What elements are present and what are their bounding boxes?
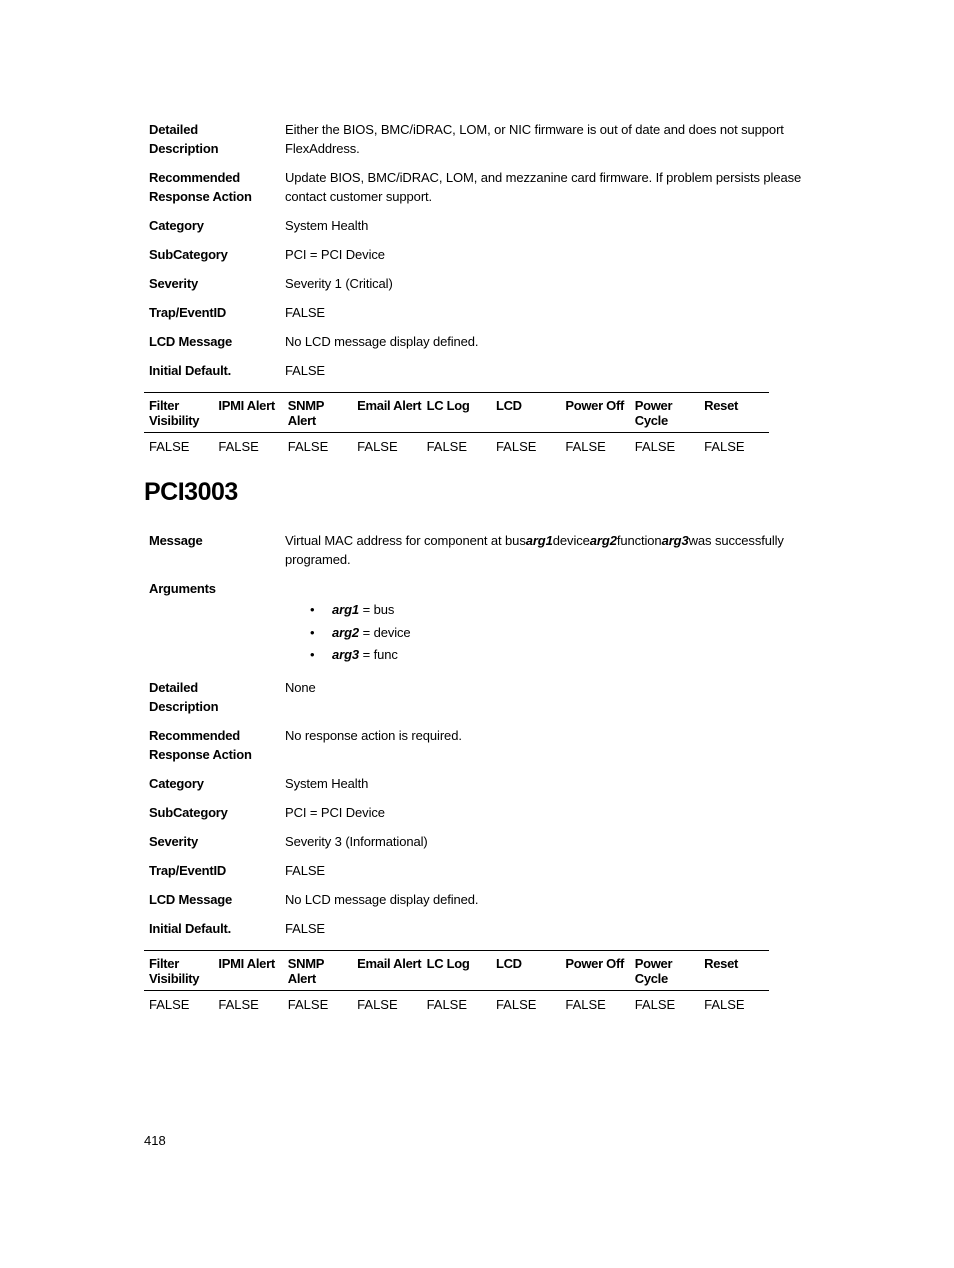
table-header-cell: SNMP Alert [287, 956, 324, 986]
detail-row [149, 803, 809, 832]
detail-key: LCD Message [149, 334, 233, 349]
page-number: 418 [144, 1133, 166, 1148]
argument-name: arg3 [332, 647, 360, 662]
table-header-cell: Reset [704, 398, 739, 413]
table-header-cell: LC Log [426, 398, 470, 413]
detail-row [149, 303, 809, 332]
table-cell: FALSE [149, 439, 190, 454]
detail-value: None [285, 680, 316, 695]
table-cell: FALSE [704, 439, 745, 454]
argument-desc: = func [359, 647, 398, 662]
section-heading: PCI3003 [144, 478, 238, 506]
detail-key: Trap/EventID [149, 863, 227, 878]
section2-alert-table [144, 950, 769, 1012]
message-arg: arg1 [525, 533, 553, 548]
table-cell: FALSE [426, 439, 468, 454]
detail-value: No LCD message display defined. [285, 334, 479, 349]
message-text: function [616, 533, 662, 548]
table-cell: FALSE [634, 997, 676, 1012]
section1-details [149, 120, 809, 390]
detail-row [149, 890, 809, 919]
table-header-cell: LC Log [426, 956, 470, 971]
detail-key: Recommended Response Action [149, 728, 252, 762]
detail-row [149, 861, 809, 890]
detail-value: PCI = PCI Device [285, 805, 385, 820]
detail-value: Update BIOS, BMC/iDRAC, LOM, and mezzanine card firmware. If problem persists please contact customer support. [285, 170, 802, 204]
detail-value: FALSE [285, 921, 325, 936]
detail-key: Category [149, 776, 204, 791]
section1-alert-table [144, 392, 769, 454]
argument-item [285, 644, 809, 667]
detail-key: Trap/EventID [149, 305, 227, 320]
table-header-cell: Power Cycle [634, 398, 673, 428]
table-header-cell: Power Off [565, 956, 625, 971]
table-cell: FALSE [565, 439, 606, 454]
table-cell: FALSE [218, 997, 259, 1012]
detail-key: SubCategory [149, 247, 228, 262]
table-header-cell: IPMI Alert [218, 398, 275, 413]
table-header-cell: Email Alert [357, 398, 422, 413]
detail-value: FALSE [285, 363, 325, 378]
argument-item [285, 599, 809, 622]
detail-value: FALSE [285, 305, 325, 320]
message-arg: arg2 [589, 533, 617, 548]
detail-value: PCI = PCI Device [285, 247, 385, 262]
detail-key: Initial Default. [149, 921, 232, 936]
table-cell: FALSE [565, 997, 606, 1012]
detail-value: Severity 1 (Critical) [285, 276, 393, 291]
detail-key: Recommended Response Action [149, 170, 252, 204]
table-cell: FALSE [287, 439, 329, 454]
detail-row [149, 332, 809, 361]
table-header-cell: LCD [495, 956, 522, 971]
detail-value: System Health [285, 218, 369, 233]
argument-item [285, 622, 809, 645]
detail-key: Category [149, 218, 204, 233]
detail-value: No response action is required. [285, 728, 462, 743]
arguments-row [149, 579, 809, 678]
arguments-list-wrap [149, 579, 809, 667]
table-header-cell: Reset [704, 956, 739, 971]
message-arg: arg3 [661, 533, 689, 548]
message-row [149, 531, 809, 579]
table-row [144, 433, 769, 454]
message-text: was successfully programed. [285, 533, 784, 567]
argument-name: arg2 [332, 624, 360, 640]
table-header-cell: IPMI Alert [218, 956, 275, 971]
table-header-cell: Power Cycle [634, 956, 673, 986]
detail-value: No LCD message display defined. [285, 892, 479, 907]
detail-value: Either the BIOS, BMC/iDRAC, LOM, or NIC firmware is out of date and does not support FlexAddress. [285, 122, 784, 156]
detail-key: SubCategory [149, 805, 228, 820]
arguments-list [285, 599, 809, 667]
table-header-cell: Email Alert [357, 956, 422, 971]
table-row [144, 991, 769, 1012]
message-key: Message [149, 533, 203, 548]
detail-row [149, 120, 809, 168]
table-header-row [144, 392, 769, 433]
detail-key: Initial Default. [149, 363, 232, 378]
detail-value: Severity 3 (Informational) [285, 834, 428, 849]
argument-desc: = bus [359, 602, 395, 617]
table-cell: FALSE [357, 997, 398, 1012]
detail-row [149, 774, 809, 803]
table-cell: FALSE [426, 997, 468, 1012]
table-header-row [144, 950, 769, 991]
detail-value: FALSE [285, 863, 325, 878]
detail-value: System Health [285, 776, 369, 791]
table-cell: FALSE [495, 997, 537, 1012]
detail-key: Detailed Description [149, 680, 219, 714]
detail-row [149, 726, 809, 774]
section2-message [149, 531, 809, 678]
table-header-cell: Filter Visibility [149, 956, 200, 986]
argument-desc: = device [359, 624, 411, 640]
message-text: device [552, 533, 590, 548]
detail-key: Detailed Description [149, 122, 219, 156]
table-cell: FALSE [495, 439, 537, 454]
table-cell: FALSE [149, 997, 190, 1012]
table-cell: FALSE [634, 439, 676, 454]
detail-row [149, 832, 809, 861]
section2-details [149, 678, 809, 948]
detail-row [149, 361, 809, 390]
detail-row [149, 919, 809, 948]
table-cell: FALSE [704, 997, 745, 1012]
message-text: Virtual MAC address for component at bus [285, 533, 526, 548]
detail-key: LCD Message [149, 892, 233, 907]
detail-key: Severity [149, 834, 198, 849]
detail-row [149, 274, 809, 303]
message-value [285, 531, 809, 569]
table-cell: FALSE [287, 997, 329, 1012]
detail-key: Severity [149, 276, 198, 291]
table-cell: FALSE [218, 439, 259, 454]
detail-row [149, 245, 809, 274]
table-header-cell: LCD [495, 398, 522, 413]
table-header-cell: Power Off [565, 398, 625, 413]
detail-row [149, 216, 809, 245]
argument-name: arg1 [332, 602, 360, 617]
detail-row [149, 168, 809, 216]
arguments-key: Arguments [149, 581, 216, 596]
table-cell: FALSE [357, 439, 398, 454]
table-header-cell: SNMP Alert [287, 398, 324, 428]
table-header-cell: Filter Visibility [149, 398, 200, 428]
detail-row [149, 678, 809, 726]
